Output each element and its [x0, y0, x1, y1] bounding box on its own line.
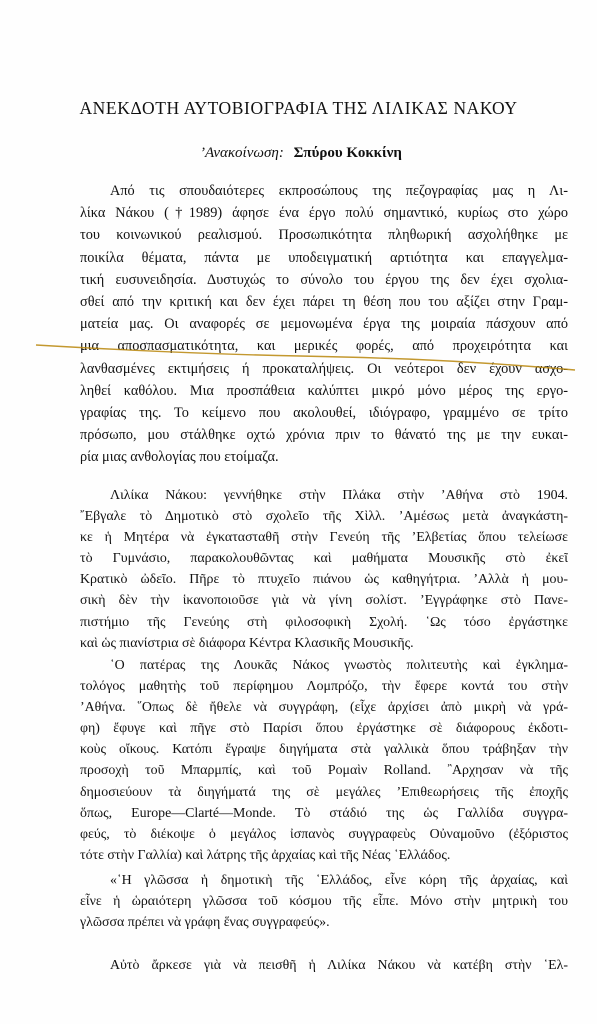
announcement-author: Σπύρου Κοκκίνη: [293, 145, 402, 161]
text-line: κοὺς οἴκους. Κατόπι ἔγραψε διηγήματα στὰ γαλλικὰ ὅπου τράβηξαν τὴν: [80, 742, 568, 758]
text-line: Λιλίκα Νάκου: γεννήθηκε στὴν Πλάκα στὴν ’Αθήνα στὸ 1904.: [110, 488, 568, 503]
text-line: Από τις σπουδαιότερες εκπροσώπους της πεζογραφίας μας η Λι-: [110, 183, 568, 199]
bio-paragraph-2: [80, 655, 568, 866]
text-line: δημοσιεύουν τὰ διηγήματά της σὲ μεγάλες ’Επιθεωρήσεις τῆς ἐποχῆς: [80, 784, 568, 800]
text-line: φεύς, τὸ διέκοψε ὁ μεγάλος ἰσπανὸς συγγραφεὺς Οὐναμοῦνο (ἐξόριστος: [80, 826, 568, 842]
text-line: γλῶσσα πρέπει νὰ γράφη ἕνας συγγραφεύς».: [80, 915, 330, 931]
bio-paragraph-1: [80, 485, 568, 654]
text-line: ματεία μας. Οι αναφορές σε μεμονωμένα έργα της μοιραία πάσχουν από: [80, 316, 568, 333]
announcement-label: ’Ανακοίνωση:: [200, 145, 284, 161]
text-line: ’Αθήνα. ῞Οπως δὲ ἤθελε νὰ συγγράφη, (εἶχε ἀρχίσει ἀπὸ μικρὴ νὰ γρά-: [80, 700, 568, 716]
announcement-line: [200, 145, 402, 162]
text-line: πρόσωπο, μου στάλθηκε οχτώ χρόνια πριν το θάνατό της με την ευκαι-: [80, 427, 568, 444]
text-line: σθεί από την κριτική και δεν έχει πάρει τη θέση που του αξίζει στην Γραμ-: [80, 293, 568, 310]
document-title: ΑΝΕΚΔΟΤΗ ΑΥΤΟΒΙΟΓΡΑΦΙΑ ΤΗΣ ΛΙΛΙΚΑΣ ΝΑΚΟΥ: [79, 98, 518, 118]
bio-paragraph-4: [80, 955, 568, 976]
text-line: τὸ Γυμνάσιο, παρακολουθῶντας καὶ μαθήματα Μουσικῆς στὸ ἐκεῖ: [80, 551, 568, 567]
text-line: Κρατικὸ ὠδεῖο. Πῆρε τὸ πτυχεῖο πιάνου ὡς καθηγήτρια. ’Αλλὰ ἡ μου-: [80, 572, 568, 588]
text-line: τολόγος μαθητὴς τοῦ περίφημου Λομπρόζο, τὴν ἔφερε κοντά του στὴν: [80, 679, 568, 695]
text-line: μια αποσπασματικότητα, και μερικές φορές, από προχειρότητα και: [80, 338, 568, 355]
text-line: ῎Εβγαλε τὸ Δημοτικὸ στὸ σχολεῖο τῆς Χὶλλ. ’Αμέσως μετὰ ἀναγκάστη-: [80, 509, 568, 525]
text-line: ποικίλα θέματα, πάντα με υποδειγματική αρτιότητα και επαγγελμα-: [80, 249, 568, 266]
text-line: ῾Ο πατέρας της Λουκᾶς Νάκος γνωστὸς πολιτευτὴς καὶ ἐγκλημα-: [110, 658, 568, 673]
text-line: λανθασμένες εκτιμήσεις ή προκαταλήψεις. Οι νεότεροι δεν έχουν ασχο-: [80, 360, 568, 377]
text-line: πιστήμιο τῆς Γενεύης στὴ φιλοσοφικὴ Σχολή. ῾Ως τόσο ἐργάστηκε: [80, 614, 568, 630]
bio-paragraph-3: [80, 870, 568, 933]
text-line: καὶ ὡς πιανίστρια σὲ διάφορα Κέντρα Κλασικῆς Μουσικῆς.: [80, 635, 414, 651]
text-line: τότε στὴν Γαλλία) καὶ λάτρης τῆς ἀρχαίας καὶ τῆς Νέας ῾Ελλάδος.: [80, 847, 451, 863]
text-line: φη) ἔφυγε καὶ πῆγε στὸ Παρίσι ὅπου ἐργάστηκε σὲ διάφορους ἐκδοτι-: [80, 721, 568, 737]
text-line: του κοινωνικού ρεαλισμού. Προσωπικότητα πληθωρική ασχολήθηκε με: [80, 227, 568, 244]
text-line: ρία μιας ανθολογίας που ετοίμαζα.: [80, 449, 279, 466]
intro-paragraph: [80, 180, 568, 468]
text-line: λίκα Νάκου (†1989) άφησε ένα έργο πολύ σημαντικό, κυρίως στο χώρο: [80, 205, 568, 222]
text-line: Αὐτὸ ἄρκεσε γιὰ νὰ πεισθῆ ἡ Λιλίκα Νάκου νὰ κατέβη στὴν ῾Ελ-: [110, 958, 568, 973]
text-line: εἶνε ἡ ὡραιότερη γλῶσσα τοῦ κόσμου τῆς εἶπε. Μόνο στὴν μητρικὴ του: [80, 894, 568, 910]
text-line: ληθεί καθόλου. Μια προσπάθεια καλύπτει μικρό μόνο μέρος της εργο-: [80, 382, 568, 399]
text-line: κε ἡ Μητέρα νὰ ἐγκατασταθῆ στὴν Γενεύη τῆς ’Ελβετίας ὅπου τελείωσε: [80, 530, 568, 546]
text-line: σικὴ δὲν τὴν ἱκανοποιοῦσε γιὰ νὰ γίνη σολίστ. ’Εγγράφηκε στὸ Πανε-: [80, 593, 568, 609]
text-line: προσοχὴ τοῦ Μπαρμπίς, καὶ τοῦ Ρομαὶν Rolland. ῍Αρχησαν νὰ τῆς: [80, 763, 568, 779]
text-line: «῾Η γλῶσσα ἡ δημοτικὴ τῆς ῾Ελλάδος, εἶνε κόρη τῆς ἀρχαίας, καὶ: [110, 873, 568, 888]
text-line: ὅπως, Europe—Clarté—Monde. Τὸ στάδιό της ὡς Γαλλίδα συγγρα-: [80, 805, 568, 821]
text-line: τική ευσυνειδησία. Δυστυχώς το σύνολο του έργου της δεν έχει σχολια-: [80, 271, 568, 288]
text-line: γραφίας της. Το κείμενο που ακολουθεί, ιδιόγραφο, γραμμένο σε τρίτο: [80, 404, 568, 421]
